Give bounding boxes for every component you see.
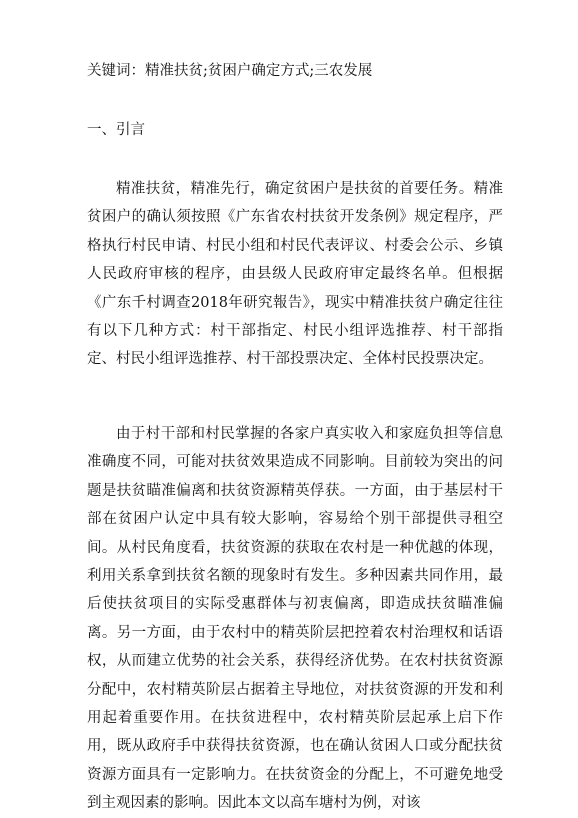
section-heading: 一、引言 xyxy=(87,122,145,138)
paragraph-1: 精准扶贫，精准先行，确定贫困户是扶贫的首要任务。精准贫困户的确认须按照《广东省农村扶贫开发条例》规定程序，严格执行村民申请、村民小组和村民代表评议、村委会公示、乡镇人民政府审核的程序，由县级人民政府审定最终名单。但根据《广东千村调查2018年研究報告》，现实中精准扶贫户确定往往有以下几种方式：村干部指定、村民小组评选推荐、村干部指定、村民小组评选推荐、村干部投票决定、全体村民投票决定。 xyxy=(87,181,503,368)
paragraph-2: 由于村干部和村民掌握的各家户真实收入和家庭负担等信息准确度不同，可能对扶贫效果造成不同影响。目前较为突出的问题是扶贫瞄准偏离和扶贫资源精英俘获。一方面，由于基层村干部在贫困户认定中具有较大影响，容易给个别干部提供寻租空间。从村民角度看，扶贫资源的获取在农村是一种优越的体现，利用关系拿到扶贫名额的现象时有发生。多种因素共同作用，最后使扶贫项目的实际受惠群体与初衷偏离，即造成扶贫瞄准偏离。另一方面，由于农村中的精英阶层把控着农村治理权和话语权，从而建立优势的社会关系，获得经济优势。在农村扶贫资源分配中，农村精英阶层占据着主导地位，对扶贫资源的开发和利用起着重要作用。在扶贫进程中，农村精英阶层起承上启下作用，既从政府手中获得扶贫资源，也在确认贫困人口或分配扶贫资源方面具有一定影响力。在扶贫资金的分配上，不可避免地受到主观因素的影响。因此本文以高车塘村为例，对该 xyxy=(87,426,503,812)
keywords-line: 关键词：精准扶贫;贫困户确定方式;三农发展 xyxy=(87,63,373,79)
